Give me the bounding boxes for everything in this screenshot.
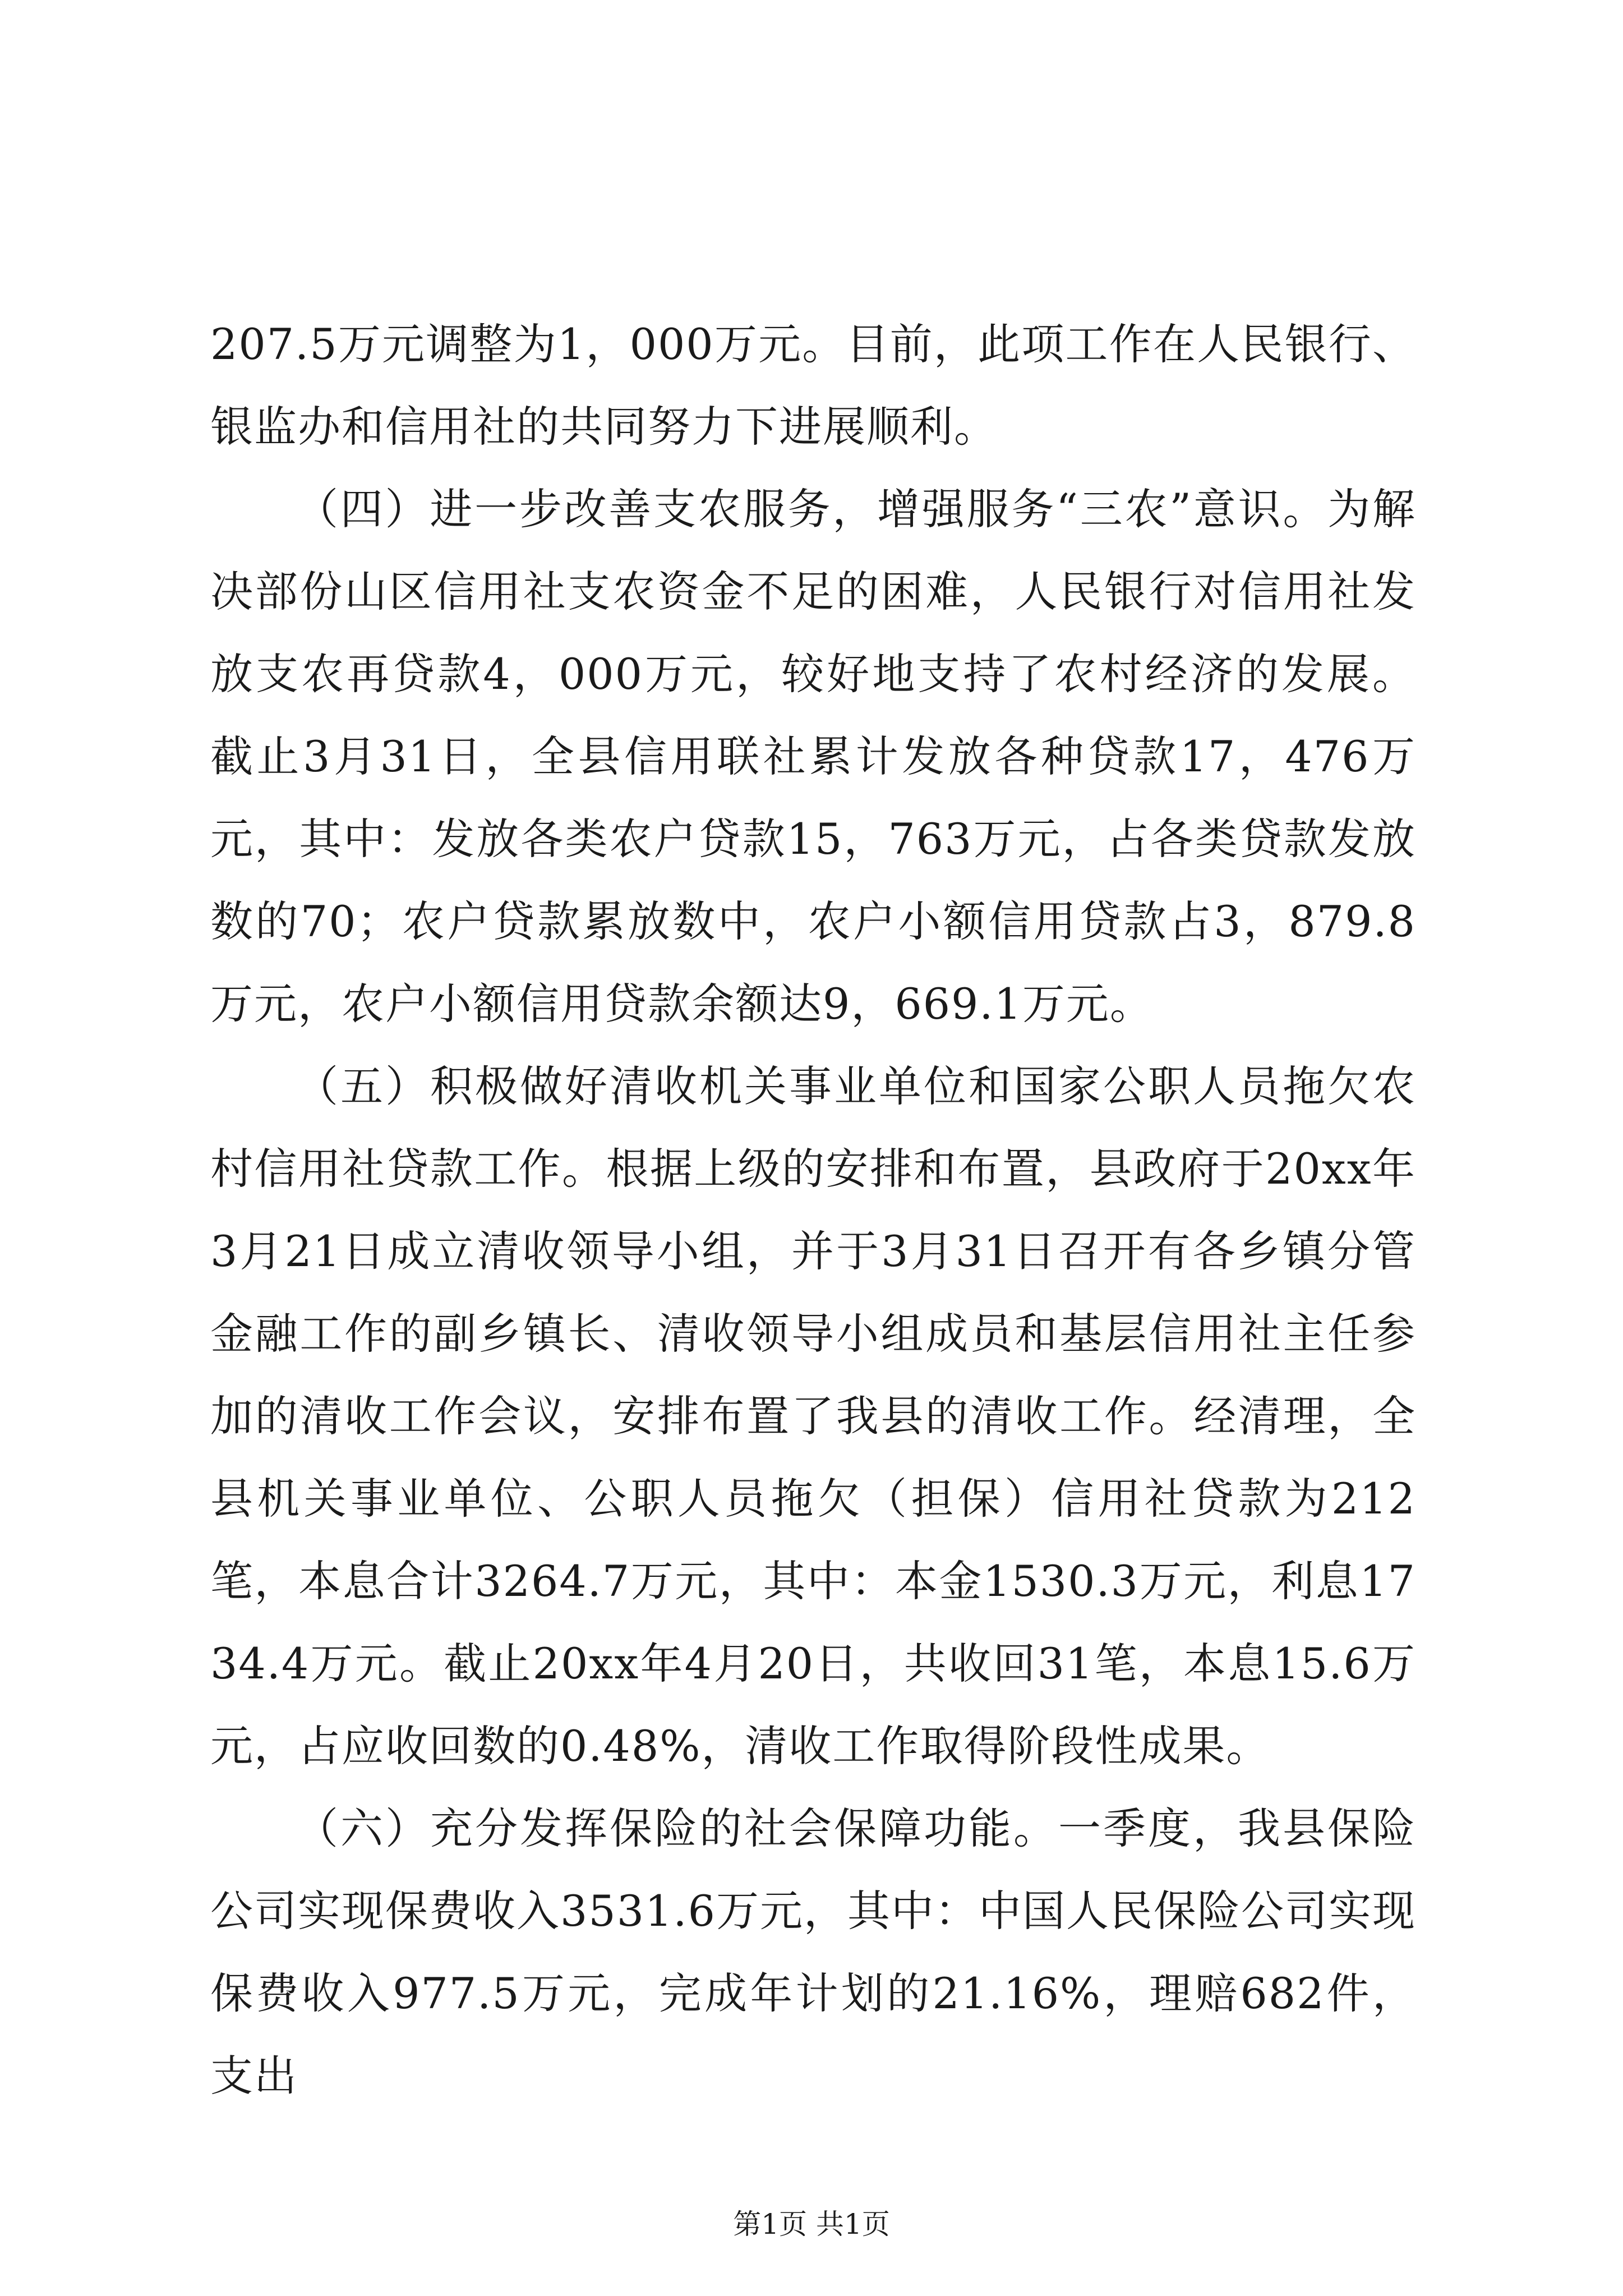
page-footer [0,2207,1623,2241]
paragraph-continuation: 207.5万元调整为1，000万元。目前，此项工作在人民银行、银监办和信用社的共同努力下进展顺利。 [210,319,1416,452]
paragraph-section-6: （六）充分发挥保险的社会保障功能。一季度，我县保险公司实现保费收入3531.6万元，其中：中国人民保险公司实现保费收入977.5万元，完成年计划的21.16%，理赔682件，支出 [210,1803,1416,2101]
paragraph-section-5: （五）积极做好清收机关事业单位和国家公职人员拖欠农村信用社贷款工作。根据上级的安排和布置，县政府于20xx年3月21日成立清收领导小组，并于3月31日召开有各乡镇分管金融工作的副乡镇长、清收领导小组成员和基层信用社主任参加的清收工作会议，安排布置了我县的清收工作。经清理，全县机关事业单位、公职人员拖欠（担保）信用社贷款为212笔，本息合计3264.7万元，其中：本金1530.3万元，利息1734.4万元。截止20xx年4月20日，共收回31笔，本息15.6万元，占应收回数的0.48%，清收工作取得阶段性成果。 [210,1061,1416,1771]
paragraph-section-4: （四）进一步改善支农服务，增强服务“三农”意识。为解决部份山区信用社支农资金不足的困难，人民银行对信用社发放支农再贷款4，000万元，较好地支持了农村经济的发展。截止3月31日，全县信用联社累计发放各种贷款17，476万元，其中：发放各类农户贷款15，763万元，占各类贷款发放数的70；农户贷款累放数中，农户小额信用贷款占3，879.8万元，农户小额信用贷款余额达9，669.1万元。 [210,484,1416,1029]
document-body [210,303,1416,2117]
page-number-label: 第1页 共1页 [733,2208,890,2240]
